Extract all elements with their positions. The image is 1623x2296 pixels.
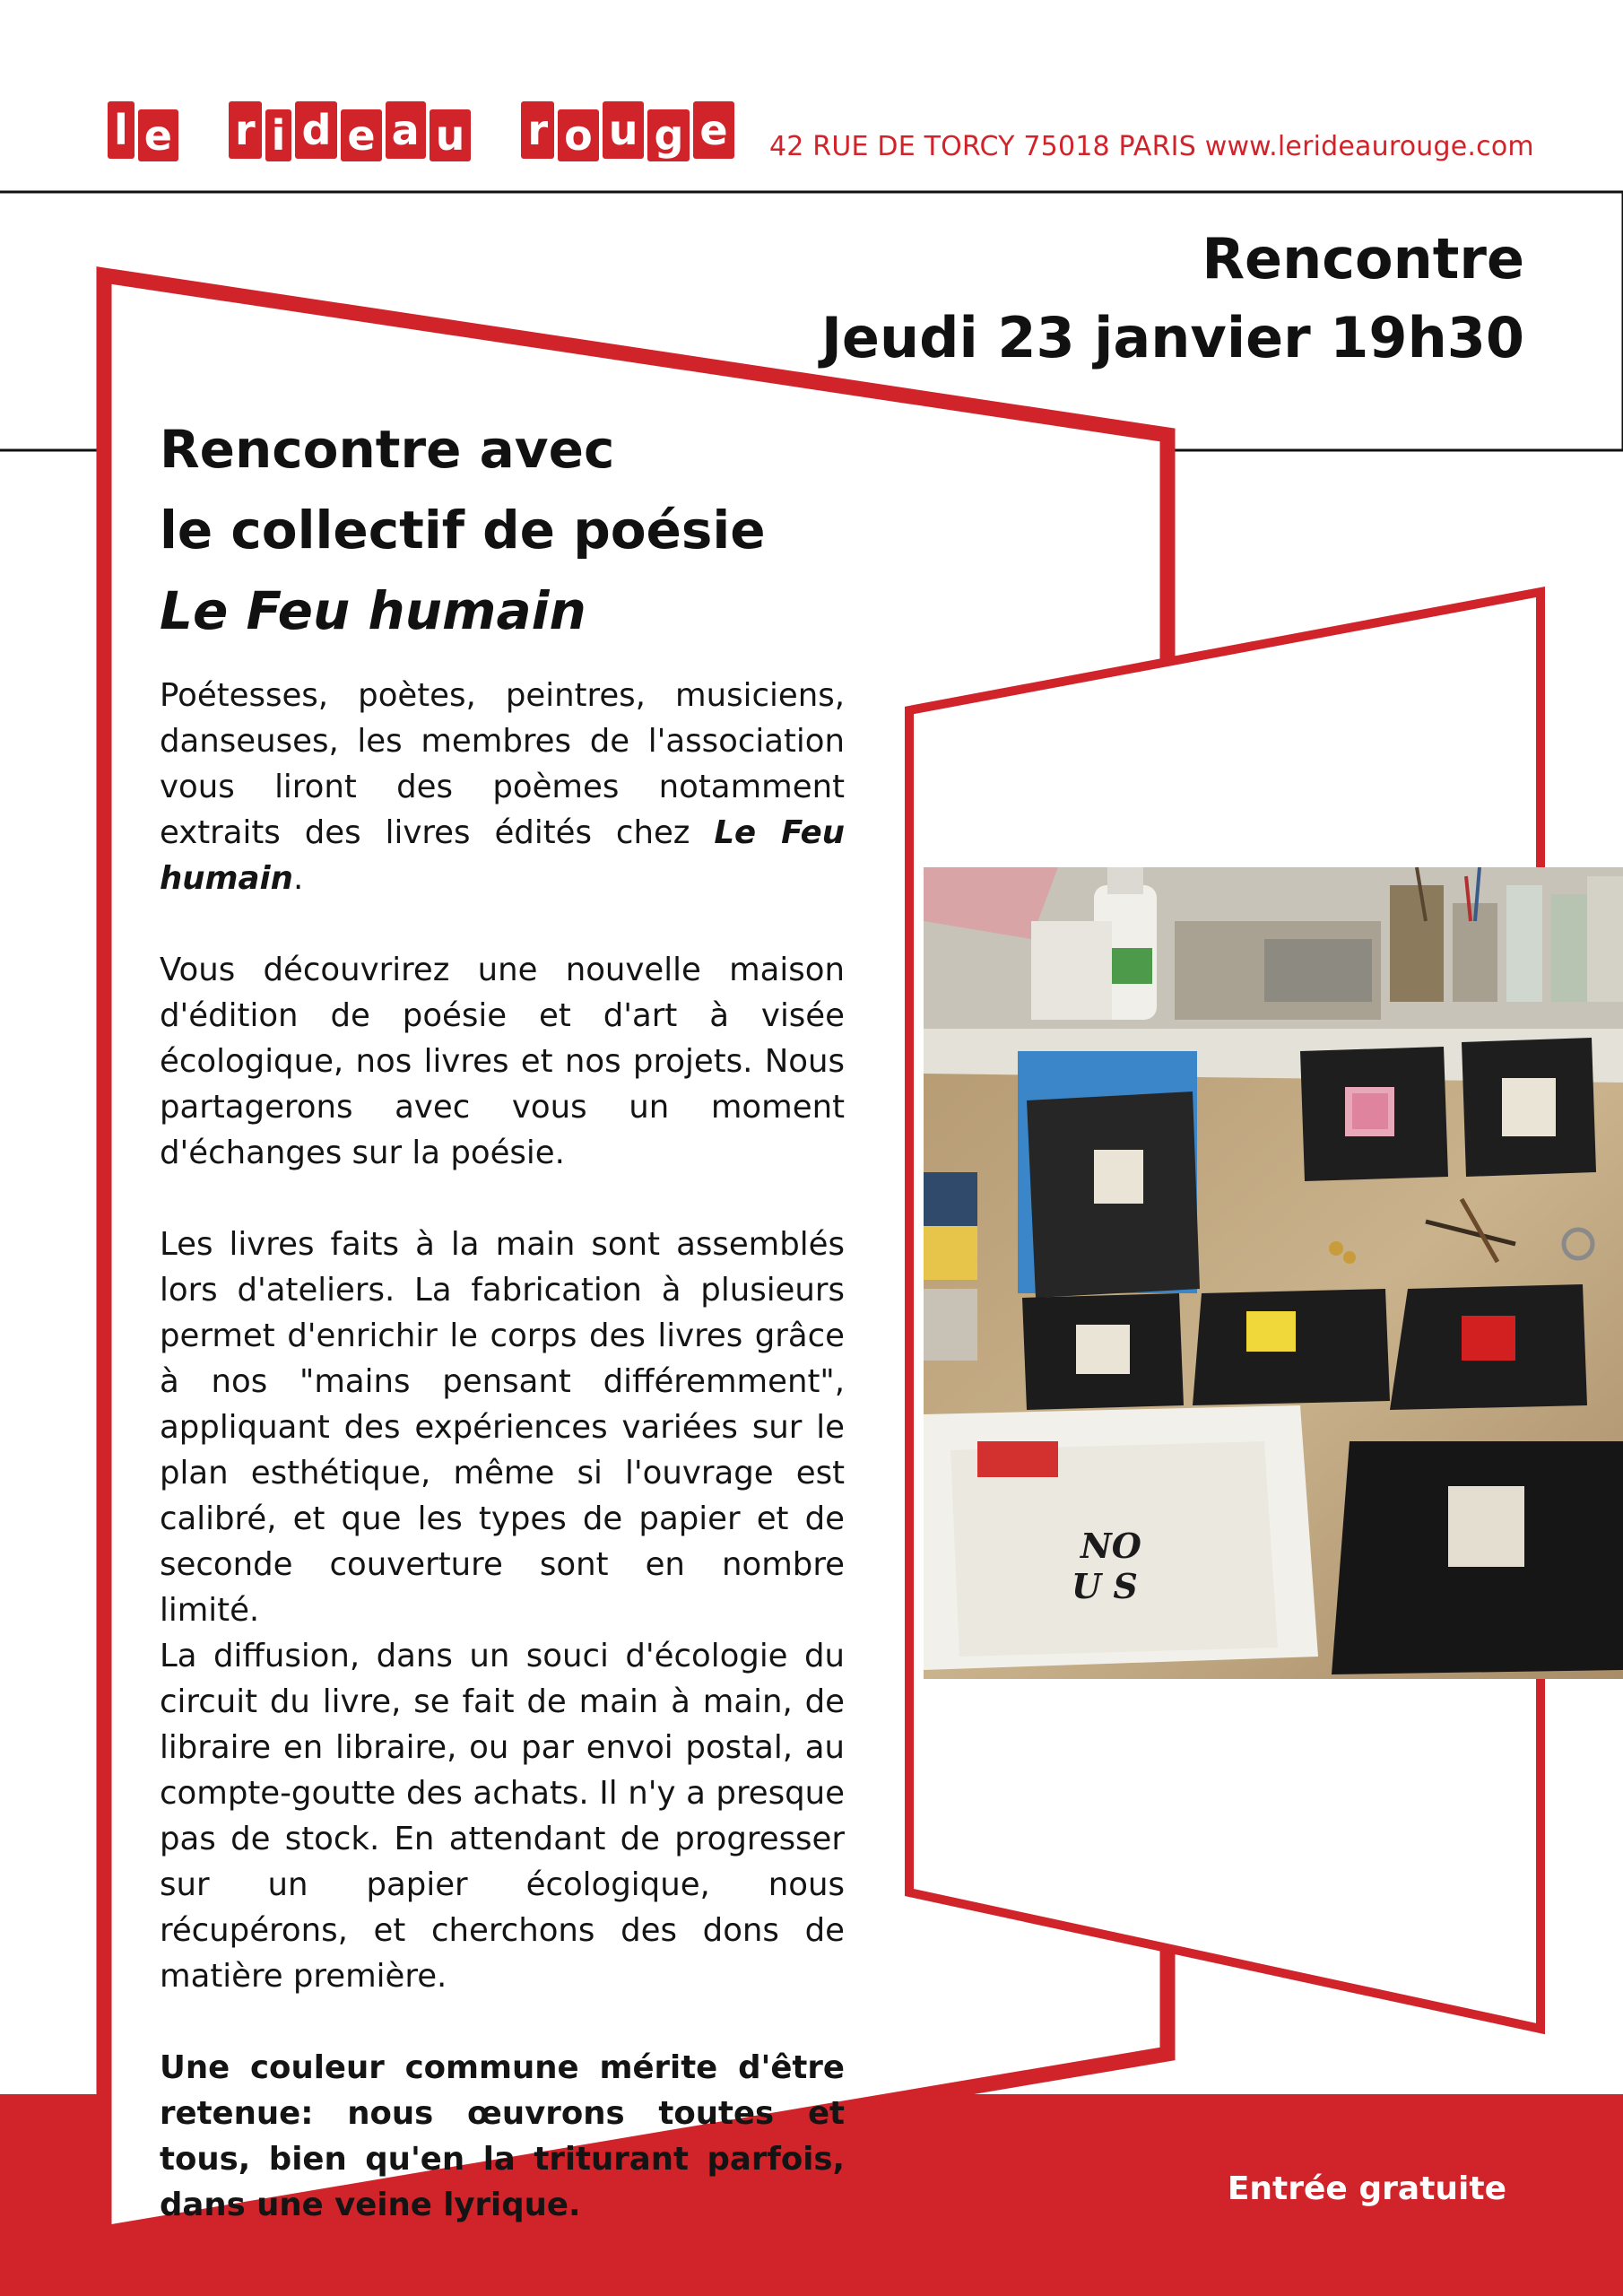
logo-letter: e — [341, 109, 381, 161]
logo-letter: u — [430, 109, 472, 161]
title-line: le collectif de poésie — [160, 500, 766, 561]
logo-word-rideau — [229, 105, 474, 162]
logo-letter: r — [521, 101, 554, 159]
paragraph-handmade: Les livres faits à la main sont assemblés lors d'ateliers. La fabrication à plusieurs permet d'enrichir le corps des livres grâce à nos "mains pensant différemment", appliquant des expériences variées sur le plan esthétique, même si l'ouvrage est calibré, et que les types de papier et de seconde couverture sont en nombre limité. — [160, 1226, 845, 1629]
body-text — [160, 673, 845, 2228]
logo-letter: a — [386, 101, 426, 159]
logo-letter: d — [295, 101, 337, 159]
logo-letter: u — [603, 101, 645, 159]
title-collective-name: Le Feu humain — [160, 580, 586, 641]
workshop-photo — [924, 867, 1623, 1679]
event-date: Jeudi 23 janvier 19h30 — [820, 305, 1524, 370]
paragraph-diffusion: La diffusion, dans un souci d'écologie du circuit du livre, se fait de main à main, de libraire en libraire, ou par envoi postal, au compte-goutte des achats. Il n'y a presque pas de stock. En attendant de progresser sur un papier écologique, nous récupérons, et cherchons des dons de matière première. — [160, 1638, 845, 1995]
paragraph-end: . — [292, 860, 304, 897]
book-cover-text-bottom: U S — [1072, 1566, 1138, 1606]
logo-letter: o — [558, 109, 599, 161]
logo-letter: l — [108, 101, 135, 159]
free-entry-label: Entrée gratuite — [1227, 2170, 1506, 2207]
paragraph-closing: Une couleur commune mérite d'être retenue: nous œuvrons toutes et tous, bien qu'en la triturant parfois, dans une veine lyrique. — [160, 2049, 845, 2223]
logo-le-rideau-rouge — [108, 99, 738, 169]
logo-letter: g — [647, 109, 690, 161]
logo-letter: e — [693, 101, 733, 159]
event-type: Rencontre — [1202, 226, 1524, 291]
paragraph-discover: Vous découvrirez une nouvelle maison d'édition de poésie et d'art à visée écologique, nos livres et nos projets. Nous partagerons avec vous un moment d'échanges sur la poésie. — [160, 952, 845, 1171]
title-line: Rencontre avec — [160, 419, 615, 480]
address-and-website: 42 RUE DE TORCY 75018 PARIS www.lerideaurouge.com — [769, 131, 1534, 162]
page-title — [160, 409, 766, 651]
logo-letter: r — [229, 101, 262, 159]
book-cover-text-top: NO — [1081, 1526, 1141, 1566]
workshop-photo-illustration — [924, 867, 1623, 1679]
logo-word-le — [108, 105, 182, 162]
logo-letter: e — [138, 109, 178, 161]
logo-letter: i — [265, 109, 292, 161]
publisher-name: Le Feu humain — [160, 814, 845, 897]
logo-word-rouge — [521, 105, 737, 162]
paragraph-text: Poétesses, poètes, peintres, musiciens, danseuses, les membres de l'association vous liront des poèmes notamment extraits des livres édités chez — [160, 677, 845, 851]
paragraph-intro — [160, 673, 845, 901]
